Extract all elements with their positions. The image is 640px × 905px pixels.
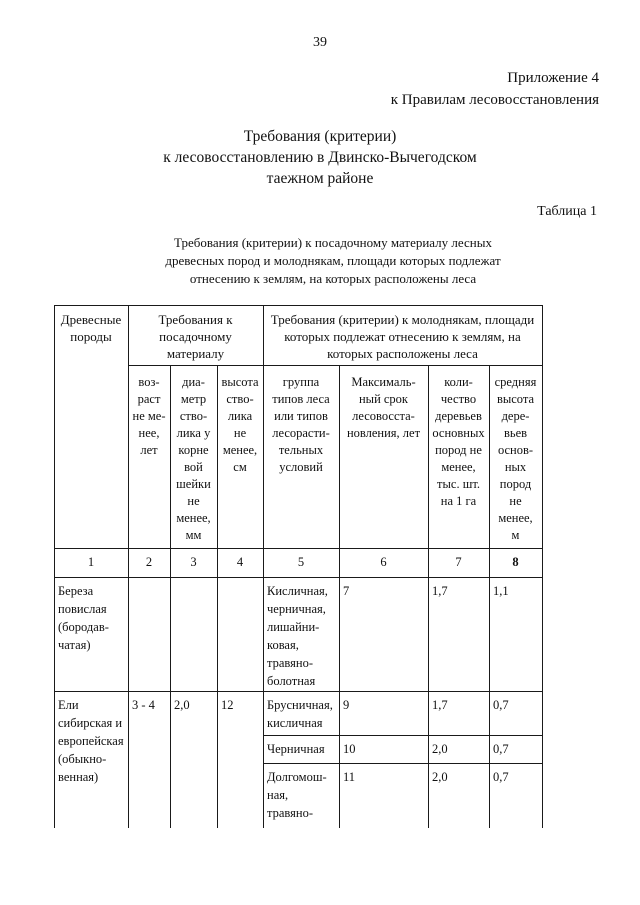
column-number: 8 <box>512 555 519 569</box>
table-subrow-avg-height: 0,7 <box>493 742 509 756</box>
subheader-forest-group: группа типов леса или типов лесорасти- тельных условий <box>272 375 330 474</box>
column-number: 1 <box>87 555 95 569</box>
subheader-diameter: диа- метр ство- лика у корне вой шейки не менее, мм <box>176 375 211 542</box>
document-title <box>0 126 640 189</box>
table-subrow-max-term: 10 <box>343 742 356 756</box>
table-subrow-avg-height: 0,7 <box>493 770 509 784</box>
table-subrow-max-term: 11 <box>343 770 356 784</box>
table-row-height: 12 <box>221 698 234 712</box>
title-line-3: таежном районе <box>266 170 374 187</box>
table-subrow-tree-count: 2,0 <box>432 742 448 756</box>
header-planting-material: Требования к посадочному материалу <box>158 312 233 361</box>
table-row-tree-count: 1,7 <box>432 584 448 598</box>
header-young-stands: Требования (критерии) к молоднякам, площади которых подлежат отнесению к землям, на которых расположены леса <box>270 312 535 361</box>
table-subrow-forest-group: Черничная <box>267 742 325 756</box>
subheader-avg-height: средняя высота дере- вьев основ- ных пород не менее, м <box>494 375 537 542</box>
caption-line-2: древесных пород и молоднякам, площади которых подлежат <box>165 253 501 268</box>
page-number: 39 <box>313 35 327 50</box>
table-row-species: Ели сибирская и европейская (обыкно- венная) <box>58 698 124 784</box>
table-subrow-forest-group: Брусничная, кисличная <box>267 698 333 730</box>
title-line-2: к лесовосстановлению в Двинско-Вычегодском <box>163 149 477 166</box>
table-rule <box>263 763 542 764</box>
column-number: 4 <box>236 555 244 569</box>
table-subrow-forest-group: Долгомош- ная, травяно- <box>267 770 327 820</box>
appendix-line-2: к Правилам лесовосстановления <box>390 92 599 108</box>
table-subrow-avg-height: 0,7 <box>493 698 509 712</box>
table-subrow-max-term: 9 <box>343 698 350 712</box>
subheader-max-term: Максималь- ный срок лесовосста- новления, лет <box>346 375 421 440</box>
column-number: 3 <box>190 555 197 569</box>
table-subrow-tree-count: 2,0 <box>432 770 448 784</box>
column-number: 2 <box>145 555 153 569</box>
table-subrow-tree-count: 1,7 <box>432 698 448 712</box>
table-border-right <box>542 305 543 828</box>
header-species: Древесные породы <box>60 312 122 344</box>
title-line-1: Требования (критерии) <box>243 128 397 145</box>
table-row-age: 3 - 4 <box>132 698 155 712</box>
table-rule <box>263 735 542 736</box>
table-row-species: Береза повислая (бородав- чатая) <box>58 584 109 652</box>
caption-line-3: отнесению к землям, на которых расположены леса <box>189 271 477 286</box>
table-row-avg-height: 1,1 <box>493 584 509 598</box>
column-number: 7 <box>455 555 462 569</box>
table-row-diameter: 2,0 <box>174 698 190 712</box>
subheader-height: высота ство- лика не менее, см <box>221 375 259 474</box>
table-caption <box>0 234 640 288</box>
table-rule <box>128 365 542 366</box>
appendix-line-1: Приложение 4 <box>507 70 599 86</box>
appendix-reference <box>391 67 599 111</box>
caption-line-1: Требования (критерии) к посадочному материалу лесных <box>174 235 492 250</box>
table-row-max-term: 7 <box>343 584 350 598</box>
subheader-tree-count: коли- чество деревьев основных пород не менее, тыс. шт. на 1 га <box>432 375 485 508</box>
subheader-age: воз- раст не ме- нее, лет <box>132 375 166 457</box>
column-number: 5 <box>297 555 305 569</box>
table-label: Таблица 1 <box>537 204 597 219</box>
table-row-forest-group: Кисличная, черничная, лишайни- ковая, травяно- болотная <box>267 584 328 688</box>
column-number: 6 <box>380 555 387 569</box>
